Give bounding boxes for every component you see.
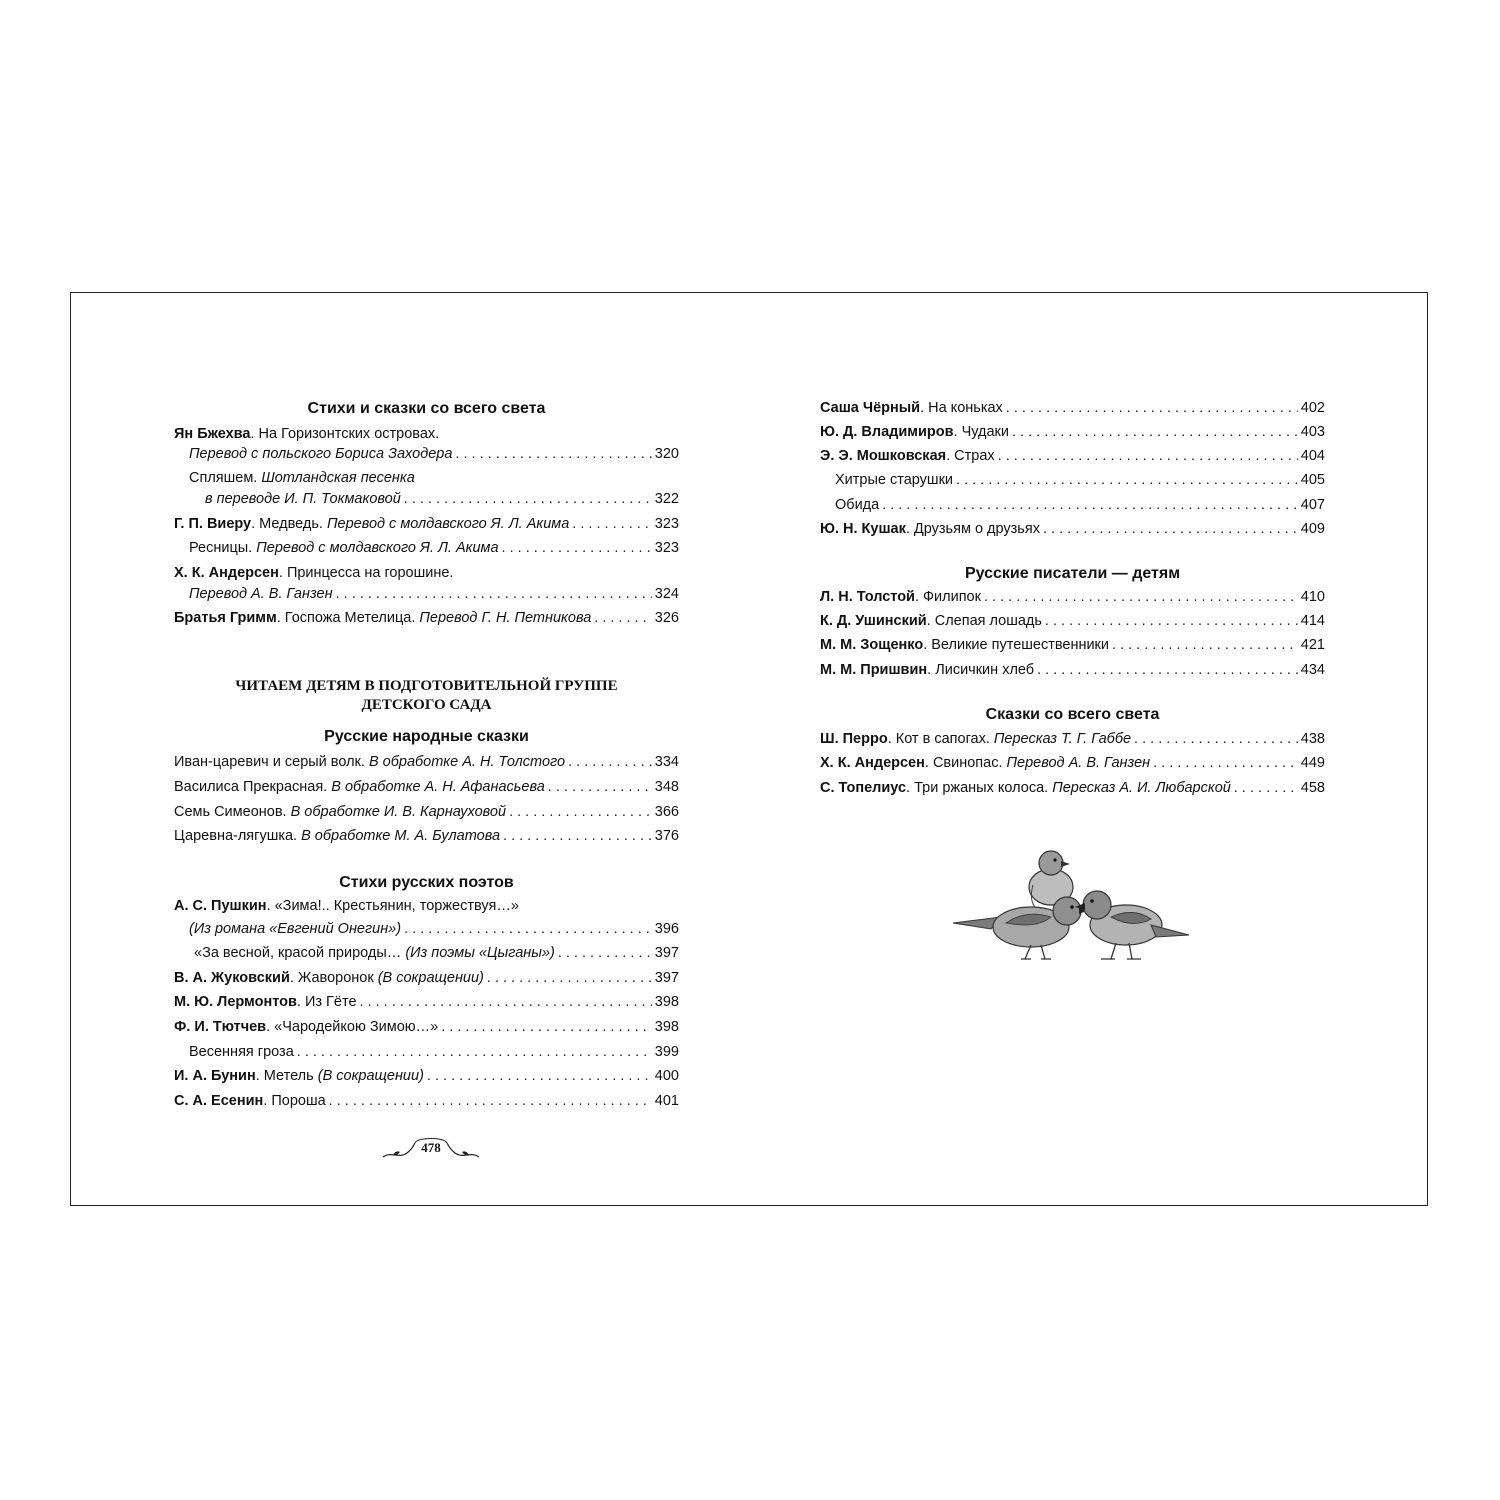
toc-entry[interactable]: Ф. И. Тютчев. «Чародейкою Зимою…» . . . 398 [174, 1018, 679, 1037]
toc-entry[interactable]: Х. К. Андерсен. Свинопас. Перевод А. В. Ганзен . . . 449 [820, 754, 1325, 773]
section-title: Стихи и сказки со всего света [307, 400, 546, 417]
toc-entry[interactable]: Хитрые старушки . . . 405 [835, 471, 1325, 490]
section-title: Стихи русских поэтов [339, 874, 514, 891]
toc-entry[interactable]: Иван-царевич и серый волк. В обработке А. Н. Толстого . . . 334 [174, 753, 679, 772]
toc-entry[interactable]: Ю. Д. Владимиров. Чудаки . . . 403 [820, 423, 1325, 442]
toc-entry[interactable]: Перевод А. В. Ганзен . . . 324 [189, 585, 679, 604]
toc-entry[interactable]: «За весной, красой природы… (Из поэмы «Цыганы») . . . 397 [194, 944, 679, 963]
sparrow-left-icon [953, 897, 1089, 959]
toc-entry[interactable]: С. Топелиус. Три ржаных колоса. Пересказ А. И. Любарской . . . 458 [820, 779, 1325, 798]
toc-entry[interactable]: Л. Н. Толстой. Филипок . . . 410 [820, 588, 1325, 607]
toc-entry[interactable]: Братья Гримм. Госпожа Метелица. Перевод Г. Н. Петникова . . . 326 [174, 609, 679, 628]
sparrows-illustration [951, 845, 1191, 975]
toc-entry[interactable]: М. М. Пришвин. Лисичкин хлеб . . . 434 [820, 661, 1325, 680]
toc-entry[interactable]: (Из романа «Евгений Онегин») . . . 396 [189, 920, 679, 939]
toc-entry[interactable]: Спляшем. Шотландская песенка [189, 470, 415, 486]
toc-entry[interactable]: С. А. Есенин. Пороша . . . 401 [174, 1092, 679, 1111]
toc-entry[interactable]: М. Ю. Лермонтов. Из Гёте . . . 398 [174, 993, 679, 1012]
toc-entry[interactable]: А. С. Пушкин. «Зима!.. Крестьянин, торжествуя…» [174, 898, 519, 914]
toc-entry[interactable]: Ш. Перро. Кот в сапогах. Пересказ Т. Г. Габбе . . . 438 [820, 730, 1325, 749]
toc-entry[interactable]: в переводе И. П. Токмаковой . . . 322 [205, 490, 679, 509]
toc-entry[interactable]: Семь Симеонов. В обработке И. В. Карнауховой . . . 366 [174, 803, 679, 822]
toc-entry[interactable]: Перевод с польского Бориса Заходера . . . 320 [189, 445, 679, 464]
toc-entry[interactable]: И. А. Бунин. Метель (В сокращении) . . . 400 [174, 1067, 679, 1086]
section-title: Русские писатели — детям [964, 565, 1181, 582]
toc-entry[interactable]: Э. Э. Мошковская. Страх . . . 404 [820, 447, 1325, 466]
toc-entry[interactable]: Ян Бжехва. На Горизонтских островах. [174, 426, 440, 442]
toc-entry[interactable]: К. Д. Ушинский. Слепая лошадь . . . 414 [820, 612, 1325, 631]
part-title-line-2: ДЕТСКОГО САДА [361, 697, 492, 713]
section-title: Сказки со всего света [985, 706, 1160, 723]
part-title-line-1: ЧИТАЕМ ДЕТЯМ В ПОДГОТОВИТЕЛЬНОЙ ГРУППЕ [235, 678, 618, 694]
toc-entry[interactable]: Царевна-лягушка. В обработке М. А. Булатова . . . 376 [174, 827, 679, 846]
toc-entry[interactable]: М. М. Зощенко. Великие путешественники . . . 421 [820, 636, 1325, 655]
toc-entry[interactable]: В. А. Жуковский. Жаворонок (В сокращении) . . . 397 [174, 969, 679, 988]
toc-entry[interactable]: Х. К. Андерсен. Принцесса на горошине. [174, 565, 454, 581]
section-title: Русские народные сказки [324, 728, 529, 745]
toc-entry[interactable]: Г. П. Виеру. Медведь. Перевод с молдавского Я. Л. Акима . . . 323 [174, 515, 679, 534]
toc-entry[interactable]: Василиса Прекрасная. В обработке А. Н. Афанасьева . . . 348 [174, 778, 679, 797]
toc-entry[interactable]: Саша Чёрный. На коньках . . . 402 [820, 399, 1325, 418]
toc-entry[interactable]: Ю. Н. Кушак. Друзьям о друзьях . . . 409 [820, 520, 1325, 539]
page-number: 478 [421, 1140, 441, 1155]
book-spread [70, 292, 1428, 1206]
toc-entry[interactable]: Весенняя гроза . . . 399 [189, 1043, 679, 1062]
sparrow-right-icon [1075, 891, 1189, 959]
toc-entry[interactable]: Обида . . . 407 [835, 496, 1325, 515]
toc-entry[interactable]: Ресницы. Перевод с молдавского Я. Л. Акима . . . 323 [189, 539, 679, 558]
page-number-ornament [381, 1135, 481, 1165]
